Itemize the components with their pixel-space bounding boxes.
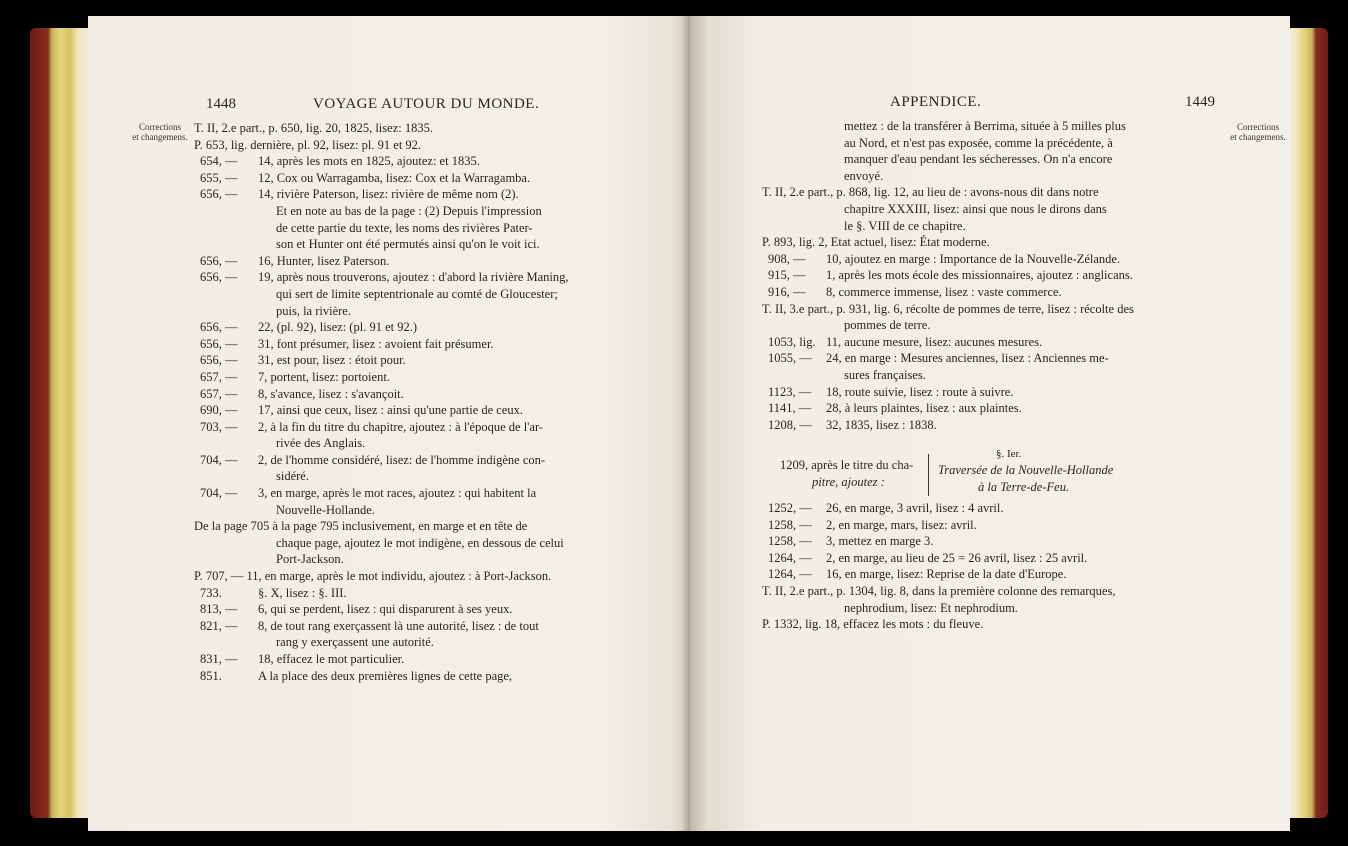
correction-line [200, 336, 680, 353]
margin-note-line: Corrections [1237, 122, 1279, 132]
correction-line [200, 369, 680, 386]
line-text: rang y exerçassent une autorité. [276, 635, 434, 650]
correction-line [768, 350, 1228, 367]
left-page [88, 16, 690, 831]
correction-line [200, 286, 680, 303]
section-label: §. Ier. [996, 448, 1022, 460]
line-reference: 1264, — [768, 550, 812, 565]
correction-line [762, 234, 1228, 251]
line-reference: 1252, — [768, 501, 812, 515]
correction-line [768, 284, 1228, 301]
corrections-list [194, 120, 680, 684]
line-reference: 1264, — [768, 567, 812, 582]
correction-line [768, 168, 1228, 185]
correction-line [200, 269, 680, 286]
line-text: 7, portent, lisez: portoient. [258, 369, 390, 384]
correction-line [200, 186, 680, 203]
line-text: 28, à leurs plaintes, lisez : aux plaintes. [826, 401, 1022, 416]
line-text: 3, en marge, après le mot races, ajoutez : qui habitent la [258, 486, 537, 501]
line-reference: 1123, — [768, 384, 812, 399]
line-text: De la page 705 à la page 795 inclusivement, en marge et en tête de [194, 519, 528, 534]
left-page-edges [30, 28, 90, 818]
line-text: envoyé. [844, 168, 884, 183]
line-text: 26, en marge, 3 avril, lisez : 4 avril. [826, 501, 1004, 515]
line-reference: 1258, — [768, 534, 812, 549]
correction-line [768, 517, 1228, 534]
correction-line [768, 151, 1228, 168]
correction-line [200, 651, 680, 668]
correction-line [768, 367, 1228, 384]
line-text: 8, commerce immense, lisez : vaste commerce. [826, 284, 1062, 299]
line-text: chapitre XXXIII, lisez: ainsi que nous le dirons dans [844, 201, 1107, 216]
line-text: T. II, 2.e part., p. 868, lig. 12, au lieu de : avons-nous dit dans notre [762, 185, 1099, 200]
line-reference: 704, — [200, 452, 238, 467]
correction-line [200, 634, 680, 651]
correction-line [200, 236, 680, 253]
open-book [30, 8, 1328, 838]
line-text: 8, s'avance, lisez : s'avançoit. [258, 386, 404, 401]
correction-line [200, 386, 680, 403]
line-reference: 733. [200, 585, 222, 600]
line-reference: 656, — [200, 253, 238, 268]
line-reference: 656, — [200, 320, 238, 335]
line-reference: 656, — [200, 336, 238, 351]
line-text: §. X, lisez : §. III. [258, 585, 347, 600]
correction-line [762, 616, 1228, 633]
line-text: 19, après nous trouverons, ajoutez : d'abord la rivière Maning, [258, 270, 569, 285]
correction-line [768, 118, 1228, 135]
line-text: 18, effacez le mot particulier. [258, 652, 405, 666]
line-text: 1, après les mots école des missionnaires, ajoutez : anglicans. [826, 268, 1133, 283]
correction-line [768, 417, 1228, 434]
line-reference: 1208, — [768, 417, 812, 432]
correction-line [200, 502, 680, 519]
correction-line [762, 184, 1228, 201]
line-text: 12, Cox ou Warragamba, lisez: Cox et la Warragamba. [258, 170, 531, 185]
line-text: pommes de terre. [844, 318, 931, 333]
correction-line [200, 419, 680, 436]
line-text: nephrodium, lisez: Et nephrodium. [844, 600, 1018, 615]
margin-note-line: et changemens. [1230, 132, 1286, 142]
line-text: Et en note au bas de la page : (2) Depuis l'impression [276, 203, 542, 218]
line-text: 24, en marge : Mesures anciennes, lisez : Anciennes me- [826, 351, 1109, 366]
line-text: T. II, 2.e part., p. 1304, lig. 8, dans la première colonne des remarques, [762, 583, 1116, 598]
correction-line [768, 334, 1228, 351]
correction-line [768, 384, 1228, 401]
correction-line [200, 352, 680, 369]
line-text: au Nord, et n'est pas exposée, comme la précédente, à [844, 135, 1113, 150]
page-number: 1448 [206, 96, 236, 112]
line-text: 2, à la fin du titre du chapitre, ajoutez : à l'époque de l'ar- [258, 419, 544, 434]
line-text: P. 893, lig. 2, Etat actuel, lisez: État moderne. [762, 235, 990, 250]
line-text: sidéré. [276, 469, 309, 484]
margin-note [120, 122, 200, 142]
correction-line [762, 301, 1228, 318]
line-text: 18, route suivie, lisez : route à suivre. [826, 384, 1014, 399]
correction-line [200, 319, 680, 336]
brace-icon [928, 454, 931, 496]
correction-line [768, 600, 1228, 617]
correction-line [200, 435, 680, 452]
correction-line [194, 568, 680, 585]
correction-line [200, 203, 680, 220]
correction-line [200, 535, 680, 552]
correction-line [200, 618, 680, 635]
line-text: 2, de l'homme considéré, lisez: de l'homme indigène con- [258, 452, 546, 467]
correction-line [768, 533, 1228, 550]
correction-line [768, 135, 1228, 152]
section-title: à la Terre-de-Feu. [978, 480, 1070, 494]
line-text: 22, (pl. 92), lisez: (pl. 91 et 92.) [258, 320, 417, 335]
running-head: VOYAGE AUTOUR DU MONDE. [313, 96, 540, 112]
line-text: chaque page, ajoutez le mot indigène, en dessous de celui [276, 535, 564, 550]
line-text: 8, de tout rang exerçassent là une autorité, lisez : de tout [258, 618, 539, 633]
line-text: rivée des Anglais. [276, 436, 366, 451]
line-reference: 654, — [200, 154, 238, 169]
line-reference: 831, — [200, 652, 238, 666]
correction-line [200, 220, 680, 237]
line-text: son et Hunter ont été permutés ainsi qu'on le voit ici. [276, 237, 540, 252]
line-text: 10, ajoutez en marge : Importance de la Nouvelle-Zélande. [826, 251, 1121, 266]
line-reference: 657, — [200, 386, 238, 401]
line-text: P. 707, — 11, en marge, après le mot individu, ajoutez : à Port-Jackson. [194, 569, 552, 584]
line-reference: 704, — [200, 486, 238, 501]
correction-line [768, 317, 1228, 334]
correction-line [200, 170, 680, 187]
line-text: Port-Jackson. [276, 552, 344, 567]
correction-line [200, 585, 680, 602]
margin-note [1228, 122, 1288, 142]
line-text: 2, en marge, mars, lisez: avril. [826, 517, 977, 532]
line-text: T. II, 3.e part., p. 931, lig. 6, récolte de pommes de terre, lisez : récolte des [762, 301, 1134, 316]
line-text: 11, aucune mesure, lisez: aucunes mesures. [826, 334, 1043, 349]
line-text: manquer d'eau pendant les sécheresses. On n'a encore [844, 152, 1113, 167]
bracket-left-line: 1209, après le titre du cha- [780, 458, 914, 472]
line-text: 31, font présumer, lisez : avoient fait présumer. [258, 336, 494, 351]
correction-line [768, 251, 1228, 268]
line-reference: 1258, — [768, 517, 812, 532]
correction-line [200, 402, 680, 419]
line-reference: 656, — [200, 270, 238, 285]
line-reference: 821, — [200, 618, 238, 633]
line-text: 3, mettez en marge 3. [826, 534, 934, 549]
line-reference: 657, — [200, 369, 238, 384]
line-text: sures françaises. [844, 367, 926, 382]
correction-line [768, 400, 1228, 417]
correction-line [768, 201, 1228, 218]
line-text: 14, après les mots en 1825, ajoutez: et 1835. [258, 154, 480, 169]
right-page-edges [1288, 28, 1328, 818]
correction-line [200, 468, 680, 485]
correction-line [194, 120, 680, 137]
line-reference: 908, — [768, 251, 806, 266]
line-text: A la place des deux premières lignes de cette page, [258, 668, 513, 683]
correction-line [762, 583, 1228, 600]
line-text: P. 1332, lig. 18, effacez les mots : du fleuve. [762, 617, 984, 632]
line-text: 31, est pour, lisez : étoit pour. [258, 353, 406, 368]
line-text: 17, ainsi que ceux, lisez : ainsi qu'une partie de ceux. [258, 403, 524, 418]
correction-line [200, 303, 680, 320]
right-page [690, 16, 1290, 831]
corrections-list [762, 118, 1228, 433]
line-reference: 851. [200, 668, 222, 683]
line-reference: 656, — [200, 187, 238, 202]
line-reference: 656, — [200, 353, 238, 368]
correction-line [768, 267, 1228, 284]
line-text: 6, qui se perdent, lisez : qui disparurent à ses yeux. [258, 602, 513, 617]
line-reference: 1141, — [768, 401, 812, 416]
line-reference: 655, — [200, 170, 238, 185]
line-text: le §. VIII de ce chapitre. [844, 218, 966, 233]
line-text: 32, 1835, lisez : 1838. [826, 417, 937, 432]
line-text: 14, rivière Paterson, lisez: rivière de même nom (2). [258, 187, 519, 202]
line-reference: 915, — [768, 268, 806, 283]
section-title: Traversée de la Nouvelle-Hollande [938, 463, 1114, 477]
line-text: mettez : de la transférer à Berrima, située à 5 milles plus [844, 119, 1126, 133]
correction-line [194, 518, 680, 535]
line-text: puis, la rivière. [276, 303, 351, 318]
line-reference: 703, — [200, 419, 238, 434]
line-reference: 1053, lig. [768, 334, 816, 349]
correction-line [768, 550, 1228, 567]
line-text: 16, Hunter, lisez Paterson. [258, 253, 390, 268]
margin-note-line: Corrections [139, 122, 181, 132]
line-reference: 916, — [768, 284, 806, 299]
running-head: APPENDICE. [890, 94, 982, 110]
line-text: de cette partie du texte, les noms des rivières Pater- [276, 220, 533, 235]
line-text: qui sert de limite septentrionale au comté de Gloucester; [276, 286, 558, 301]
correction-line [768, 500, 1228, 517]
line-text: Nouvelle-Hollande. [276, 502, 375, 517]
correction-line [194, 137, 680, 154]
bracket-entry [768, 436, 1228, 506]
correction-line [200, 601, 680, 618]
line-reference: 1055, — [768, 351, 812, 366]
line-text: P. 653, lig. dernière, pl. 92, lisez: pl. 91 et 92. [194, 137, 422, 152]
page-number: 1449 [1185, 94, 1215, 110]
bracket-left-line: pitre, ajoutez : [812, 475, 885, 489]
line-reference: 690, — [200, 403, 238, 418]
margin-note-line: et changemens. [132, 132, 188, 142]
corrections-list-continued [762, 500, 1228, 633]
line-text: 16, en marge, lisez: Reprise de la date d'Europe. [826, 567, 1067, 582]
correction-line [768, 566, 1228, 583]
line-reference: 813, — [200, 602, 238, 617]
correction-line [200, 485, 680, 502]
line-text: T. II, 2.e part., p. 650, lig. 20, 1825, lisez: 1835. [194, 121, 433, 135]
correction-line [200, 253, 680, 270]
correction-line [200, 452, 680, 469]
correction-line [200, 551, 680, 568]
correction-line [200, 668, 680, 685]
line-text: 2, en marge, au lieu de 25 = 26 avril, lisez : 25 avril. [826, 550, 1088, 565]
correction-line [768, 218, 1228, 235]
correction-line [200, 153, 680, 170]
